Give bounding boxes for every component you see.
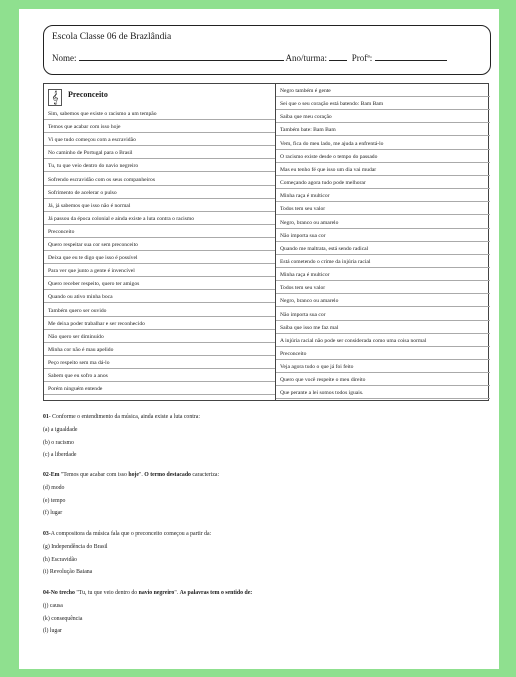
lyric-line: Deixa que eu te digo que isso é possível: [44, 253, 275, 264]
name-label: Nome:: [52, 53, 77, 63]
lyric-line: Quero respeitar sua cor sem preconceito: [44, 240, 275, 251]
lyric-line: O racismo existe desde o tempo do passado: [276, 152, 490, 163]
song-title-box: [48, 89, 228, 106]
lyric-line: Veja agora tudo o que já foi feito: [276, 362, 490, 373]
lyric-line: Sofrimento de acelerar o pulso: [44, 188, 275, 199]
lyric-line: Não importa sua cor: [276, 310, 490, 321]
lyric-line: Negro, branco ou amarelo: [276, 296, 490, 307]
question-text-part: 02-Em: [43, 472, 61, 478]
lyric-line: Peço respeito sem ma dá-lo: [44, 358, 275, 369]
lyric-line: No caminho de Portugal para o Brasil: [44, 148, 275, 159]
answer-option[interactable]: (f) lugar: [43, 510, 63, 516]
question-text-part: ".: [174, 590, 180, 596]
lyric-line: Que perante a lei somos todos iguais.: [276, 388, 490, 399]
question-text-part: 01: [43, 414, 49, 420]
class-blank[interactable]: [329, 52, 347, 61]
lyric-line: Minha raça é multicor: [276, 191, 490, 202]
lyric-line: Saiba que isso me faz mal: [276, 323, 490, 334]
header-box: [43, 25, 491, 75]
lyric-line: Negro, branco ou amarelo: [276, 218, 490, 229]
question-text-part: "Temos que acabar com isso: [60, 472, 129, 478]
lyric-line: Já, já sabemos que isso não é normal: [44, 201, 275, 212]
lyric-line: Temos que acabar com isso hoje: [44, 122, 275, 133]
lyric-line: Me deixa poder trabalhar e ser reconhecido: [44, 319, 275, 330]
lyric-line: Porém ninguém entende: [44, 384, 275, 395]
lyric-line: Sofrendo escravidão com os seus companheiros: [44, 175, 275, 186]
lyric-line: Vem, fica do meu lado, me ajuda a enfrentá-lo: [276, 139, 490, 150]
lyric-line: Não quero ser diminuído: [44, 332, 275, 343]
question-text-part: 04-No trecho: [43, 590, 75, 596]
student-info-line: [52, 52, 447, 63]
question-text-part: 03: [43, 531, 49, 537]
lyric-line: Vi que tudo começou com a escravidão: [44, 135, 275, 146]
lyric-line: Quando me maltrata, está sendo radical: [276, 244, 490, 255]
lyric-line: Saiba que meu coração: [276, 112, 490, 123]
answer-option[interactable]: (c) a liberdade: [43, 452, 77, 458]
question-text-part: - Conforme o entendimento da música, ainda existe a luta contra:: [48, 414, 200, 420]
question-text-part: As palavras tem o sentido de:: [179, 590, 253, 596]
school-name: Escola Classe 06 de Brazlândia: [52, 32, 172, 42]
question-text-part: ".: [139, 472, 145, 478]
question-1: [43, 414, 200, 420]
teacher-blank[interactable]: [375, 52, 447, 61]
lyric-line: Está cometendo o crime da injúria racial: [276, 257, 490, 268]
lyric-line: Quero que você respeite o meu direito: [276, 375, 490, 386]
worksheet-page: [19, 9, 499, 669]
lyric-line: Mas eu tenho fé que isso um dia vai mudar: [276, 165, 490, 176]
lyric-line: Preconceito: [276, 349, 490, 360]
song-title: Preconceito: [68, 90, 108, 99]
lyric-line: Também bate: Bam Bam: [276, 125, 490, 136]
music-note-icon: 𝄞: [48, 89, 62, 106]
lyric-line: Minha cor não é mau apelido: [44, 345, 275, 356]
lyric-line: Sei que o seu coração está batendo: Bam Bam: [276, 99, 490, 110]
question-text-part: navio negreiro: [138, 590, 175, 596]
answer-option[interactable]: (i) Revolução Baiana: [43, 569, 93, 575]
name-blank[interactable]: [79, 52, 284, 61]
lyric-line: Já passou da época colonial e ainda existe a luta contra o racismo: [44, 214, 275, 225]
lyric-line: Sabem que eu sofro a anos: [44, 371, 275, 382]
lyric-line: Também quero ser ouvido: [44, 306, 275, 317]
answer-option[interactable]: (a) a igualdade: [43, 427, 78, 433]
question-text-part: caracteriza:: [190, 472, 220, 478]
lyric-line: A injúria racial não pode ser considerada como uma coisa normal: [276, 336, 490, 347]
lyric-line: Todos tem seu valor: [276, 283, 490, 294]
lyric-line: Negro também é gente: [276, 86, 490, 97]
class-label: Ano/turma:: [285, 53, 328, 63]
lyric-line: Começando agora tudo pode melhorar: [276, 178, 490, 189]
lyric-line: Tu, tu que veio dentro do navio negreiro: [44, 161, 275, 172]
lyric-line: Preconceito: [44, 227, 275, 238]
question-text-part: -A compositora da música fala que o preconceito começou a partir da:: [48, 531, 212, 537]
answer-option[interactable]: (k) consequência: [43, 615, 83, 622]
answer-option[interactable]: (l) lugar: [43, 628, 62, 634]
question-2: [43, 472, 219, 478]
answer-option[interactable]: (d) modo: [43, 485, 65, 491]
answer-option[interactable]: (h) Escravidão: [43, 556, 77, 563]
lyric-line: Para ver que junto a gente é invencível: [44, 266, 275, 277]
answer-option[interactable]: (e) tempo: [43, 497, 66, 504]
question-text-part: O termo destacado: [144, 472, 191, 478]
answer-option[interactable]: (g) Independência do Brasil: [43, 544, 108, 550]
question-4: [43, 590, 252, 596]
lyric-line: Todos tem seu valor: [276, 204, 490, 215]
lyric-line: Quero receber respeito, quero ter amigos: [44, 279, 275, 290]
lyric-line: Sim, sabemos que existe o racismo a um tempão: [44, 109, 275, 120]
lyrics-table: [43, 83, 489, 401]
question-3: [43, 531, 211, 537]
question-text-part: "Tu, tu que veio dentro do: [74, 590, 139, 596]
answer-option[interactable]: (j) causa: [43, 603, 63, 609]
teacher-label: Profª:: [351, 53, 373, 63]
question-text-part: hoje: [128, 472, 139, 478]
lyric-line: Quando ou ativo minha boca: [44, 292, 275, 303]
lyric-line: Minha raça é multicor: [276, 270, 490, 281]
answer-option[interactable]: (b) o racismo: [43, 439, 74, 446]
lyric-line: Não importa sua cor: [276, 231, 490, 242]
